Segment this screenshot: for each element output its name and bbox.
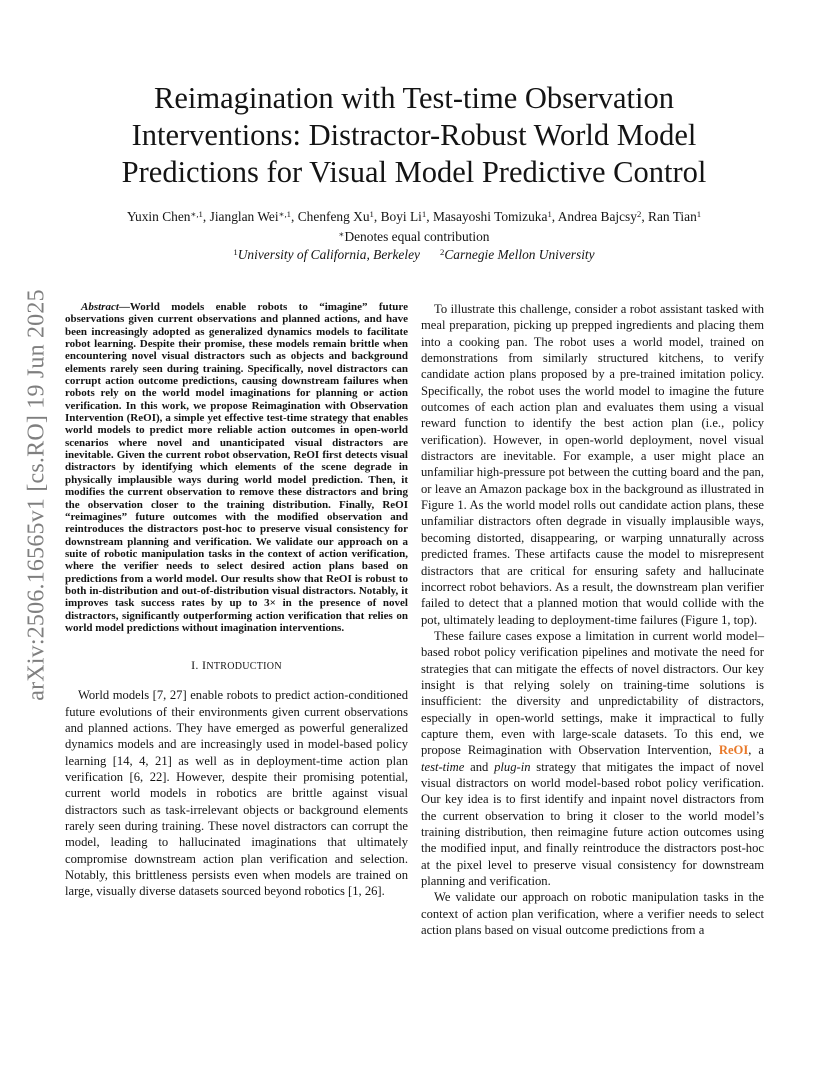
affiliation: $^1$University of California, Berkeley	[233, 247, 420, 262]
author: Jianglan Wei$^{∗,1}$	[209, 209, 292, 224]
right-column	[421, 301, 764, 938]
affiliations	[60, 246, 768, 263]
equal-contribution-note: ∗Denotes equal contribution	[338, 229, 490, 244]
author: Yuxin Chen$^{∗,1}$	[126, 209, 203, 224]
author: Masayoshi Tomizuka$^1$	[432, 209, 552, 224]
author: Ran Tian$^1$	[648, 209, 702, 224]
method-name: ReOI	[718, 743, 749, 758]
title-line: Reimagination with Test-time Observation	[154, 81, 674, 115]
intro-paragraph: World models [7, 27] enable robots to predict action-conditioned future evolutions of their environments given current observations and planned actions. They have emerged as powerful generalized dynamics models and are increasingly used in model-based policy learning [14, 4, 21] as well as in deployment-time action plan verification [6, 22]. However, despite their promising potential, current world models in robotics are brittle against visual distractors such as task-irrelevant objects or background elements rarely seen during training. These novel distractors can corrupt the model, leading to hallucinated imaginations that ultimately compromise downstream action plan verification and selection. Notably, this brittleness persists even when models are trained on large, visually diverse datasets sourced beyond robotics [1, 26].	[65, 688, 408, 899]
abstract: Abstract—World models enable robots to “imagine” future observations given current observations and planned actions, and have been increasingly adopted as generalized dynamics models to facilitate robot learning. Despite their promise, these models remain brittle when encountering novel visual distractors such as objects and background elements rarely seen during training. Specifically, novel distractors can corrupt action outcome predictions, causing downstream failures when robots rely on the world model imaginations for planning or action verification. In this work, we propose Reimagination with Observation Intervention (ReOI), a simple yet effective test-time strategy that enables world models to predict more reliable action outcomes in open-world scenarios where novel and unanticipated visual distractors are inevitable. Given the current robot observation, ReOI first detects visual distractors by identifying which elements of the scene degrade in physically implausible ways during world model prediction. Then, it modifies the current observation to remove these distractors and bring the observation closer to the training distribution. Finally, ReOI “reimagines” future outcomes with the modified observation and reintroduces the distractors post-hoc to preserve visual consistency for downstream planning and verification. We validate our approach on a suite of robotic manipulation tasks in the context of action verification, where the verifier needs to select desired action plans based on predictions from a world model. Our results show that ReOI is robust to both in-distribution and out-of-distribution visual distractors. Notably, it improves task success rates by up to 3× in the presence of novel distractors, significantly outperforming action verification that relies on world model predictions without imagination interventions.	[65, 301, 408, 634]
author: Andrea Bajcsy$^2$	[557, 209, 642, 224]
arxiv-identifier	[20, 289, 54, 701]
body-paragraph: We validate our approach on robotic manipulation tasks in the context of action plan verification, where a verifier needs to select action plans based on visual outcome predictions from a	[421, 890, 764, 938]
author-list: Yuxin Chen$^{∗,1}$, Jianglan Wei$^{∗,1}$, Chenfeng Xu$^1$, Boyi Li$^1$, Masayoshi Tomizuka$^1$, Andrea Bajcsy$^2$, Ran Tian$^1$	[126, 209, 702, 224]
paper-title	[70, 80, 758, 191]
abstract-label: Abstract	[81, 301, 119, 313]
body-paragraph: To illustrate this challenge, consider a robot assistant tasked with meal preparation, picking up prepped ingredients and placing them into a cooking pan. The robot uses a world model, trained on demonstrations from similarly structured kitchens, to verify candidate action plans proposed by a pre-trained imitation policy. Specifically, the robot uses the world model to imagine the future outcomes of each action plan and evaluates them using a visual reward function to identify the best action plan (i.e., policy verification). However, in open-world deployment, novel visual distractors are inevitable. For example, a user might place an unfamiliar high-pressure pot between the cutting board and the pan, or leave an Amazon package box in the background as illustrated in Figure 1. As the world model rolls out candidate action plans, these unfamiliar distractors often degrade in visually implausible ways, becoming distorted, disappearing, or warping unnaturally across predicted frames. These artifacts cause the model to misrepresent distractors that are critical for ensuring safety and hallucinate incorrect robot behaviors. As a result, the downstream plan verifier failed to detect that a planned motion that would collide with the pot, ultimately leading to deployment-time failures (Figure 1, top).	[421, 302, 764, 627]
affiliation: $^2$Carnegie Mellon University	[439, 247, 595, 262]
author: Chenfeng Xu$^1$	[297, 209, 374, 224]
arxiv-identifier-text: arXiv:2506.16565v1 [cs.RO] 19 Jun 2025	[23, 289, 50, 701]
author: Boyi Li$^1$	[380, 209, 427, 224]
section-heading-introduction: I. INTRODUCTION	[191, 658, 282, 673]
title-line: Predictions for Visual Model Predictive Control	[121, 155, 707, 189]
title-line: Interventions: Distractor-Robust World Model	[131, 118, 697, 152]
left-column	[65, 301, 408, 900]
body-paragraph: These failure cases expose a limitation in current world model–based robot policy verification pipelines and motivate the need for strategies that can mitigate the effects of novel distractors. Our key insight is that relying solely on training-time solutions is insufficient: the diversity and unpredictability of distractors, especially in open-world settings, make it impractical to fully capture them, even with large-scale datasets. To this end, we propose Reimagination with Observation Intervention, ReOI, a test-time and plug-in strategy that mitigates the impact of novel visual distractors on world model-based robot policy verification. Our key idea is to first identify and inpaint novel distractors from the current observation to bring it closer to the world model’s training distribution, then reimagine future action outcomes using the modified input, and finally reintroduce the distractors post-hoc at the pixel level to preserve visual consistency for downstream planning and verification.	[421, 628, 765, 889]
abstract-text: World models enable robots to “imagine” future observations given current observations and planned actions, and have been increasingly adopted as generalized dynamics models to facilitate robot learning. Despite their promise, these models remain brittle when encountering novel visual distractors such as objects and background elements rarely seen during training. Specifically, novel distractors can corrupt action outcome predictions, causing downstream failures when robots rely on the world model imaginations for planning or action verification. In this work, we propose Reimagination with Observation Intervention (ReOI), a simple yet effective test-time strategy that enables world models to predict more reliable action outcomes in open-world scenarios where novel and unanticipated visual distractors are inevitable. Given the current robot observation, ReOI first detects visual distractors by identifying which elements of the scene degrade in physically implausible ways during world model prediction. Then, it modifies the current observation to remove these distractors and bring the observation closer to the training distribution. Finally, ReOI “reimagines” future outcomes with the modified observation and reintroduces the distractors post-hoc to preserve visual consistency for downstream planning and verification. We validate our approach on a suite of robotic manipulation tasks in the context of action verification, where the verifier needs to select desired action plans based on predictions from a world model. Our results show that ReOI is robust to both in-distribution and out-of-distribution visual distractors. Notably, it improves task success rates by up to 3× in the presence of novel distractors, significantly outperforming action verification that relies on world model predictions without imagination interventions.	[65, 301, 408, 634]
